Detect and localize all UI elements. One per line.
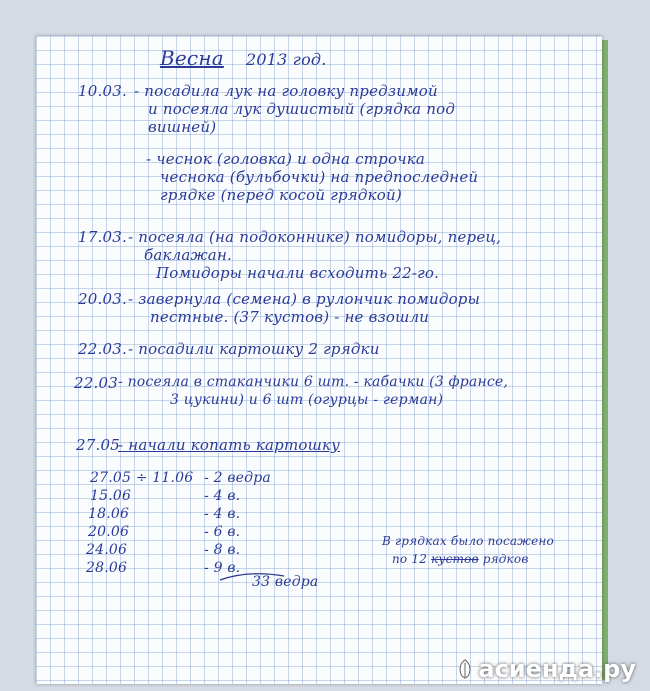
leaf-logo-icon <box>454 658 476 680</box>
entry-date: 17.03. <box>78 228 127 246</box>
harvest-date: 18.06 <box>88 506 130 522</box>
watermark-text: асиенда.ру <box>478 655 636 683</box>
harvest-date: 24.06 <box>86 542 128 558</box>
note-text: по 12 <box>392 552 428 566</box>
entry-line: и посеяла лук душистый (грядка под <box>148 100 456 118</box>
entry-line: грядке (перед косой грядкой) <box>160 186 402 204</box>
watermark <box>454 655 636 683</box>
page-title: Весна <box>160 46 224 70</box>
entry-date: 27.05 <box>76 436 120 454</box>
entry-date: 10.03. <box>78 82 127 100</box>
note-text: рядков <box>482 552 529 566</box>
entry-date: 20.03. <box>78 290 127 308</box>
entry-line: вишней) <box>148 118 217 136</box>
entry-line: чеснока (бульбочки) на предпоследней <box>160 168 479 186</box>
entry-line: 3 цукини) и 6 шт (огурцы - герман) <box>170 392 444 408</box>
entry-date: 22.03. <box>78 340 127 358</box>
entry-line: - чеснок (головка) и одна строчка <box>146 150 426 168</box>
entry-line: баклажан. <box>144 246 232 264</box>
note-struck-word: кустов <box>431 552 479 566</box>
entry-line: - посеяла (на подоконнике) помидоры, перец, <box>128 228 502 246</box>
harvest-total: 33 ведра <box>252 574 319 590</box>
harvest-date: 20.06 <box>88 524 130 540</box>
notebook-page <box>36 36 602 684</box>
notebook-cover-edge <box>602 40 608 680</box>
entry-line: - начали копать картошку <box>118 436 341 454</box>
harvest-date: 15.06 <box>90 488 132 504</box>
entry-line: пестные. (37 кустов) - не взошли <box>150 308 430 326</box>
entry-line: - посеяла в стаканчики 6 шт. - кабачки (3 франсе, <box>118 374 509 390</box>
harvest-date: 28.06 <box>86 560 128 576</box>
harvest-amount: - 4 в. <box>204 488 241 504</box>
note-line: В грядках было посажено <box>382 534 554 548</box>
entry-date: 22.03 <box>74 374 118 392</box>
entry-line: - посадила лук на головку предзимой <box>134 82 438 100</box>
harvest-amount: - 9 в. <box>204 560 241 576</box>
harvest-amount: - 8 в. <box>204 542 241 558</box>
note-line <box>392 552 529 566</box>
harvest-date: 27.05 ÷ 11.06 <box>90 470 194 486</box>
entry-line: Помидоры начали всходить 22-го. <box>156 264 440 282</box>
harvest-amount: - 4 в. <box>204 506 241 522</box>
harvest-amount: - 6 в. <box>204 524 241 540</box>
entry-line: - завернула (семена) в рулончик помидоры <box>128 290 481 308</box>
harvest-amount: - 2 ведра <box>204 470 271 486</box>
page-year: 2013 год. <box>246 50 327 69</box>
entry-line: - посадили картошку 2 грядки <box>128 340 380 358</box>
